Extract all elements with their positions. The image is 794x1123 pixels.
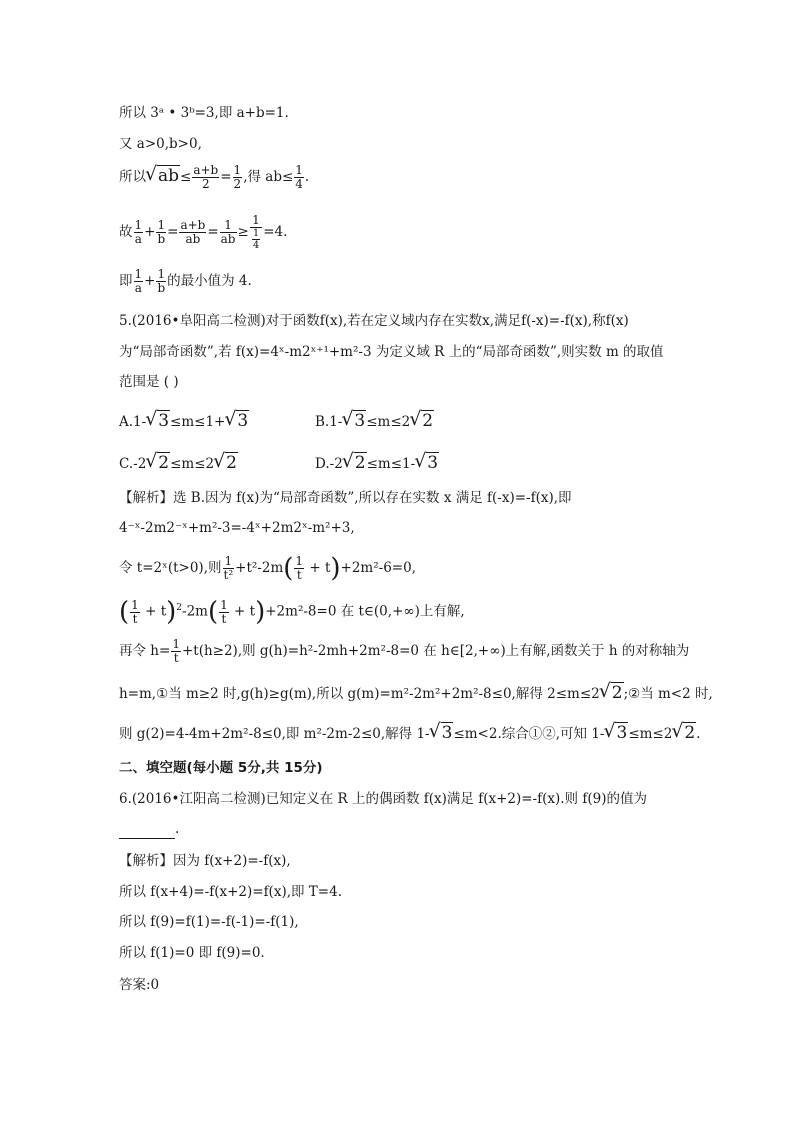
fraction: $\frac{1}{4}$ (295, 163, 303, 191)
fraction: $\frac{a+b}{2}$ (193, 163, 219, 191)
option-a[interactable]: A.1-√ 3≤m≤1+√ 3 (119, 411, 249, 432)
fraction: $\frac{1}{2}$ (233, 163, 242, 191)
analysis-line: 【解析】选 B.因为 f(x)为“局部奇函数”,所以存在实数 x 满足 f(-x)=-f(x),即 (119, 490, 572, 506)
fraction: $\frac{1}{ab}$ (220, 218, 236, 246)
section-heading: 二、填空题(每小题 5分,共 15分) (119, 760, 323, 776)
formula-line: 再令 h= $\frac{1}{t}$ +t(h≥2),则 g(h)=h²-2mh+2m²-8=0 在 h∈[2,+∞)上有解,函数关于 h 的对称轴为 (119, 637, 690, 665)
question-5-line3: 范围是 ( ) (119, 374, 179, 390)
formula-line: 则 g(2)=4-4m+2m²-8≤0,即 m²-2m-2≤0,解得 1-√ 3≤m<2.综合①②,可知 1-√ 3≤m≤2√ 2. (119, 723, 719, 744)
formula-line: 即 $\frac{1}{a}$ + $\frac{1}{b}$ 的最小值为 4. (119, 267, 252, 295)
sqrt-ab: √ ab (146, 166, 180, 186)
formula-line: ( $\frac{1}{t}$ + t)$^2$-2m( $\frac{1}{t}$ + t)+2m²-8=0 在 t∈(0,+∞)上有解, (119, 597, 465, 627)
option-c[interactable]: C.-2√ 2≤m≤2√ 2 (119, 453, 238, 474)
fraction: $\frac{1}{b}$ (157, 267, 166, 295)
question-6-line2: . (119, 819, 719, 839)
question-5-line1: 5.(2016•阜阳高二检测)对于函数f(x),若在定义域内存在实数x,满足f(-x)=-f(x),称f(x) (119, 313, 629, 329)
fraction: $\frac{1}{a}$ (134, 218, 143, 246)
answer-line: 答案:0 (119, 977, 160, 993)
answer-blank[interactable] (119, 824, 175, 839)
analysis-line: 所以 f(x+4)=-f(x+2)=f(x),即 T=4. (119, 884, 342, 900)
nested-fraction: $\frac{1}{4}$ (252, 228, 260, 251)
analysis-line: 【解析】因为 f(x+2)=-f(x), (119, 853, 291, 869)
analysis-line: 所以 f(9)=f(1)=-f(-1)=-f(1), (119, 914, 299, 930)
formula-line: 所以√ ab≤ $\frac{a+b}{2}$ = $\frac{1}{2}$ ,得 ab≤ $\frac{1}{4}$ . (119, 164, 719, 191)
fraction: $\frac{1}{b}$ (157, 218, 166, 246)
analysis-line: 4⁻ˣ-2m2⁻ˣ+m²-3=-4ˣ+2m2ˣ-m²+3, (119, 520, 355, 536)
option-d[interactable]: D.-2√ 2≤m≤1-√ 3 (315, 453, 439, 474)
text-line: 又 a>0,b>0, (119, 136, 202, 152)
fraction: $\frac{a+b}{ab}$ (180, 218, 206, 246)
option-b[interactable]: B.1-√ 3≤m≤2√ 2 (315, 411, 434, 432)
analysis-line: 所以 f(1)=0 即 f(9)=0. (119, 945, 265, 961)
formula-line: h=m,①当 m≥2 时,g(h)≥g(m),所以 g(m)=m²-2m²+2m²-8≤0,解得 2≤m≤2√ 2;②当 m<2 时, (119, 683, 719, 704)
question-5-line2: 为“局部奇函数”,若 f(x)=4ˣ-m2ˣ⁺¹+m²-3 为定义域 R 上的“局部奇函数”,则实数 m 的取值 (119, 344, 664, 360)
question-6-line1: 6.(2016•江阳高二检测)已知定义在 R 上的偶函数 f(x)满足 f(x+2)=-f(x).则 f(9)的值为 (119, 791, 647, 807)
formula-line: 故 $\frac{1}{a}$ + $\frac{1}{b}$ = $\frac{a+b}{ab}$ = $\frac{1}{ab}$ ≥ $\frac{1}{\frac{1}{4}}$ =4. (119, 213, 288, 251)
fraction: $\frac{1}{\frac{1}{4}}$ (250, 214, 262, 251)
formula-line: 令 t=2ˣ(t>0),则 $\frac{1}{\text{t²}}$ +t²-2m( $\frac{1}{t}$ + t)+2m²-6=0, (119, 553, 416, 584)
text: 所以 (119, 169, 146, 185)
text-line: 所以 3ᵃ • 3ᵇ=3,即 a+b=1. (119, 105, 289, 121)
fraction: $\frac{1}{a}$ (134, 267, 143, 295)
